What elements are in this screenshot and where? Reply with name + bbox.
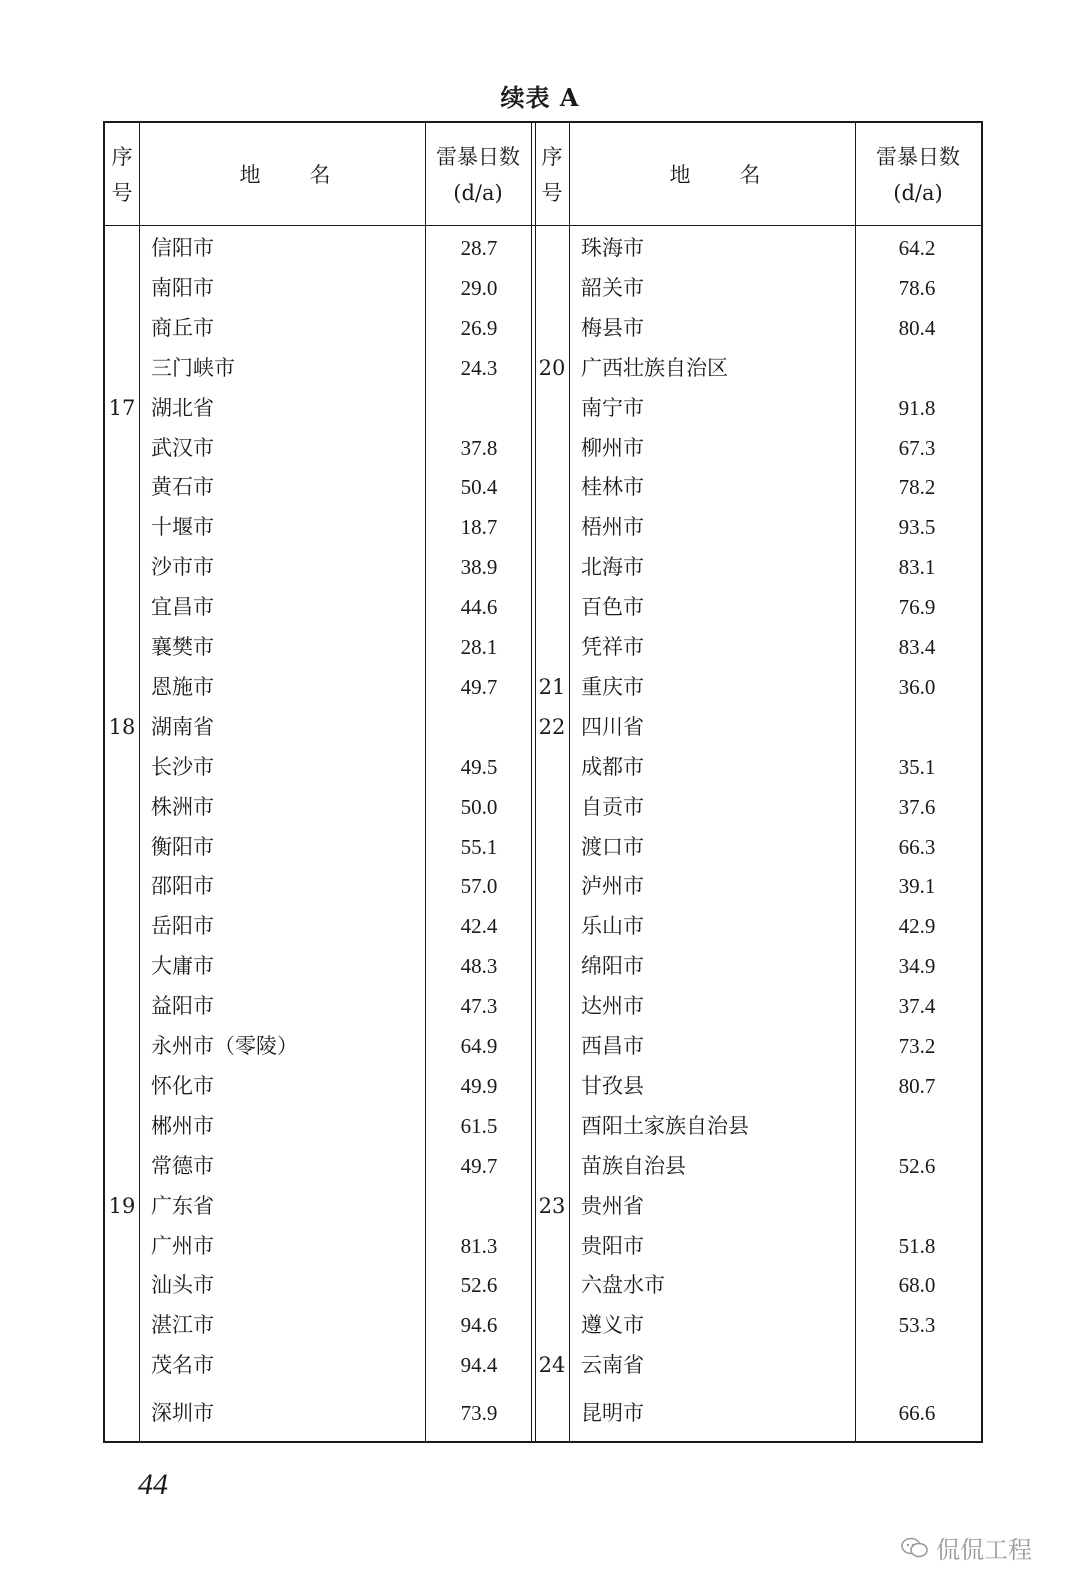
row-thunder-days: 91.8 <box>898 395 936 420</box>
row-seq: 24 <box>538 1353 566 1378</box>
row-place-name: 三门峡市 <box>151 355 235 380</box>
row-place-name: 昆明市 <box>581 1401 644 1426</box>
row-place-name: 南阳市 <box>151 275 214 300</box>
row-place-name: 云南省 <box>581 1353 644 1378</box>
row-place-name: 百色市 <box>581 595 644 620</box>
row-thunder-days: 50.4 <box>460 475 498 500</box>
row-seq <box>535 1226 569 1266</box>
row-thunder-days: 67.3 <box>898 435 936 460</box>
row-thunder-days <box>427 388 531 428</box>
row-seq <box>535 1393 569 1433</box>
row-thunder-days: 48.3 <box>460 954 498 979</box>
row-place-name: 达州市 <box>581 994 644 1019</box>
row-place-name: 永州市（零陵） <box>151 1034 298 1058</box>
row-seq <box>535 627 569 667</box>
header-divider <box>105 225 981 226</box>
row-seq <box>535 1066 569 1106</box>
header-name-char2: 名 <box>309 163 331 187</box>
header-seq-char2: 号 <box>541 181 563 205</box>
row-seq <box>105 1226 139 1266</box>
row-seq <box>105 986 139 1026</box>
row-thunder-days: 64.2 <box>898 236 936 260</box>
row-place-name: 襄樊市 <box>151 635 214 659</box>
row-place-name: 商丘市 <box>151 315 214 340</box>
row-thunder-days: 93.5 <box>898 515 936 540</box>
row-place-name: 渡口市 <box>581 834 644 859</box>
header-name-char2: 名 <box>739 163 761 187</box>
row-thunder-days: 39.1 <box>898 874 936 899</box>
col-divider <box>139 123 140 1441</box>
row-seq <box>105 228 139 268</box>
row-thunder-days: 61.5 <box>460 1113 498 1138</box>
row-thunder-days: 94.6 <box>460 1313 498 1338</box>
row-place-name: 常德市 <box>151 1153 214 1178</box>
header-days-unit: (d/a) <box>453 181 503 205</box>
row-thunder-days: 78.6 <box>898 275 936 300</box>
row-seq <box>105 507 139 547</box>
row-seq <box>105 467 139 507</box>
row-place-name: 凭祥市 <box>581 635 644 659</box>
row-thunder-days: 49.9 <box>460 1073 498 1098</box>
row-seq <box>105 308 139 348</box>
row-seq <box>535 428 569 468</box>
row-place-name: 遵义市 <box>581 1313 644 1338</box>
row-thunder-days: 49.7 <box>460 1153 498 1178</box>
row-thunder-days: 24.3 <box>460 355 498 380</box>
row-place-name: 贵州省 <box>581 1193 644 1218</box>
row-place-name: 西昌市 <box>581 1034 644 1058</box>
row-place-name: 泸州市 <box>581 874 644 899</box>
row-thunder-days <box>865 1345 969 1385</box>
row-thunder-days: 83.1 <box>898 555 936 580</box>
row-thunder-days <box>427 1186 531 1226</box>
row-thunder-days: 49.7 <box>460 674 498 699</box>
row-place-name: 大庸市 <box>151 954 214 979</box>
row-thunder-days: 78.2 <box>898 475 936 500</box>
row-thunder-days: 81.3 <box>460 1233 498 1258</box>
header-days-label: 雷暴日数 <box>876 145 960 169</box>
row-thunder-days <box>865 348 969 388</box>
row-place-name: 十堰市 <box>151 515 214 540</box>
row-thunder-days: 50.0 <box>460 794 498 819</box>
row-thunder-days: 80.4 <box>898 315 936 340</box>
row-place-name: 重庆市 <box>581 674 644 699</box>
row-seq <box>535 787 569 827</box>
table-title: 续表 A <box>500 83 580 112</box>
row-thunder-days: 37.4 <box>898 994 936 1019</box>
row-thunder-days: 47.3 <box>460 994 498 1019</box>
row-seq <box>105 787 139 827</box>
header-name-char1: 地 <box>239 163 261 187</box>
row-seq <box>535 547 569 587</box>
row-place-name: 珠海市 <box>581 236 644 260</box>
row-thunder-days: 73.2 <box>898 1034 936 1058</box>
row-place-name: 广州市 <box>151 1233 214 1258</box>
row-thunder-days: 28.1 <box>460 635 498 659</box>
row-place-name: 湖北省 <box>151 395 214 420</box>
row-seq: 20 <box>538 355 566 380</box>
row-seq <box>105 946 139 986</box>
row-seq <box>105 1305 139 1345</box>
col-divider <box>531 123 532 1441</box>
row-seq <box>535 507 569 547</box>
row-thunder-days: 26.9 <box>460 315 498 340</box>
row-seq: 19 <box>108 1193 136 1218</box>
row-seq <box>105 268 139 308</box>
row-seq <box>535 827 569 867</box>
row-thunder-days: 49.5 <box>460 754 498 779</box>
col-divider <box>569 123 570 1441</box>
row-thunder-days: 83.4 <box>898 635 936 659</box>
row-seq <box>105 1146 139 1186</box>
row-seq: 23 <box>538 1193 566 1218</box>
row-thunder-days: 36.0 <box>898 674 936 699</box>
row-thunder-days: 34.9 <box>898 954 936 979</box>
row-seq <box>535 388 569 428</box>
col-divider <box>425 123 426 1441</box>
row-place-name: 怀化市 <box>151 1073 214 1098</box>
header-days-unit: (d/a) <box>893 181 943 205</box>
row-place-name: 长沙市 <box>151 754 214 779</box>
row-thunder-days: 42.9 <box>898 914 936 939</box>
row-thunder-days: 52.6 <box>898 1153 936 1178</box>
row-seq <box>535 1305 569 1345</box>
row-thunder-days <box>865 1106 969 1146</box>
row-place-name: 乐山市 <box>581 914 644 939</box>
row-seq <box>535 1146 569 1186</box>
row-place-name: 酉阳土家族自治县 <box>581 1113 749 1138</box>
row-thunder-days: 35.1 <box>898 754 936 779</box>
row-seq <box>105 1026 139 1066</box>
row-seq <box>535 268 569 308</box>
row-place-name: 甘孜县 <box>581 1073 644 1098</box>
row-place-name: 邵阳市 <box>151 874 214 899</box>
row-place-name: 汕头市 <box>151 1273 214 1298</box>
row-place-name: 武汉市 <box>151 435 214 460</box>
row-seq <box>105 1265 139 1305</box>
row-place-name: 沙市市 <box>151 555 214 580</box>
row-thunder-days: 66.3 <box>898 834 936 859</box>
row-seq <box>535 1026 569 1066</box>
row-thunder-days: 80.7 <box>898 1073 936 1098</box>
row-seq <box>105 827 139 867</box>
row-place-name: 湖南省 <box>151 714 214 739</box>
row-place-name: 株洲市 <box>151 794 214 819</box>
row-thunder-days: 68.0 <box>898 1273 936 1298</box>
row-place-name: 韶关市 <box>581 275 644 300</box>
row-place-name: 广东省 <box>151 1193 214 1218</box>
row-place-name: 成都市 <box>581 754 644 779</box>
wechat-icon <box>900 1536 930 1560</box>
row-seq <box>105 906 139 946</box>
row-thunder-days: 29.0 <box>460 275 498 300</box>
row-thunder-days: 66.6 <box>898 1401 936 1426</box>
row-seq <box>535 866 569 906</box>
row-seq <box>535 986 569 1026</box>
row-place-name: 桂林市 <box>581 475 644 500</box>
row-thunder-days: 51.8 <box>898 1233 936 1258</box>
row-thunder-days: 57.0 <box>460 874 498 899</box>
row-thunder-days: 37.6 <box>898 794 936 819</box>
row-seq <box>535 946 569 986</box>
row-seq <box>535 747 569 787</box>
row-thunder-days <box>427 707 531 747</box>
row-place-name: 六盘水市 <box>581 1273 665 1298</box>
row-place-name: 梅县市 <box>581 315 644 340</box>
row-place-name: 北海市 <box>581 555 644 580</box>
row-seq: 22 <box>538 714 566 739</box>
row-seq <box>105 627 139 667</box>
header-days-label: 雷暴日数 <box>436 145 520 169</box>
row-seq <box>535 587 569 627</box>
row-seq <box>535 467 569 507</box>
row-place-name: 衡阳市 <box>151 834 214 859</box>
row-seq <box>105 1066 139 1106</box>
header-seq-char1: 序 <box>541 145 563 169</box>
row-thunder-days: 37.8 <box>460 435 498 460</box>
page-number: 44 <box>138 1468 168 1501</box>
row-place-name: 信阳市 <box>151 236 214 260</box>
row-thunder-days: 94.4 <box>460 1353 498 1378</box>
row-seq: 18 <box>108 714 136 739</box>
row-place-name: 苗族自治县 <box>581 1153 686 1178</box>
row-place-name: 绵阳市 <box>581 954 644 979</box>
row-place-name: 深圳市 <box>151 1401 214 1426</box>
row-seq <box>535 228 569 268</box>
header-name-char1: 地 <box>669 163 691 187</box>
row-thunder-days: 55.1 <box>460 834 498 859</box>
row-thunder-days <box>865 1186 969 1226</box>
row-seq <box>105 747 139 787</box>
row-place-name: 湛江市 <box>151 1313 214 1338</box>
row-seq: 21 <box>538 674 566 699</box>
row-seq <box>105 428 139 468</box>
row-seq <box>535 1265 569 1305</box>
row-thunder-days: 18.7 <box>460 515 498 540</box>
row-place-name: 四川省 <box>581 714 644 739</box>
row-seq <box>105 866 139 906</box>
row-place-name: 自贡市 <box>581 794 644 819</box>
row-place-name: 贵阳市 <box>581 1233 644 1258</box>
header-seq-char2: 号 <box>111 181 133 205</box>
row-thunder-days: 53.3 <box>898 1313 936 1338</box>
watermark <box>900 1530 1032 1565</box>
header-seq-char1: 序 <box>111 145 133 169</box>
data-table <box>103 121 983 1443</box>
row-seq <box>535 1106 569 1146</box>
row-thunder-days: 76.9 <box>898 595 936 620</box>
row-place-name: 益阳市 <box>151 994 214 1019</box>
row-place-name: 南宁市 <box>581 395 644 420</box>
row-seq <box>535 308 569 348</box>
row-thunder-days: 52.6 <box>460 1273 498 1298</box>
row-seq <box>105 348 139 388</box>
row-thunder-days: 42.4 <box>460 914 498 939</box>
row-place-name: 恩施市 <box>151 674 214 699</box>
row-thunder-days: 44.6 <box>460 595 498 620</box>
row-place-name: 茂名市 <box>151 1353 214 1378</box>
row-thunder-days: 38.9 <box>460 555 498 580</box>
row-place-name: 宜昌市 <box>151 595 214 620</box>
row-thunder-days: 73.9 <box>460 1401 498 1426</box>
row-place-name: 广西壮族自治区 <box>581 355 728 380</box>
row-seq <box>105 1106 139 1146</box>
row-place-name: 郴州市 <box>151 1113 214 1138</box>
row-seq <box>535 906 569 946</box>
row-place-name: 岳阳市 <box>151 914 214 939</box>
row-seq <box>105 667 139 707</box>
row-place-name: 梧州市 <box>581 515 644 540</box>
row-seq <box>105 587 139 627</box>
row-thunder-days: 64.9 <box>460 1034 498 1058</box>
row-seq <box>105 547 139 587</box>
row-thunder-days <box>865 707 969 747</box>
col-divider <box>855 123 856 1441</box>
watermark-text: 侃侃工程 <box>936 1536 1032 1564</box>
row-place-name: 黄石市 <box>151 475 214 500</box>
row-seq <box>105 1393 139 1433</box>
row-seq: 17 <box>108 395 136 420</box>
row-place-name: 柳州市 <box>581 435 644 460</box>
row-seq <box>105 1345 139 1385</box>
row-thunder-days: 28.7 <box>460 236 498 260</box>
